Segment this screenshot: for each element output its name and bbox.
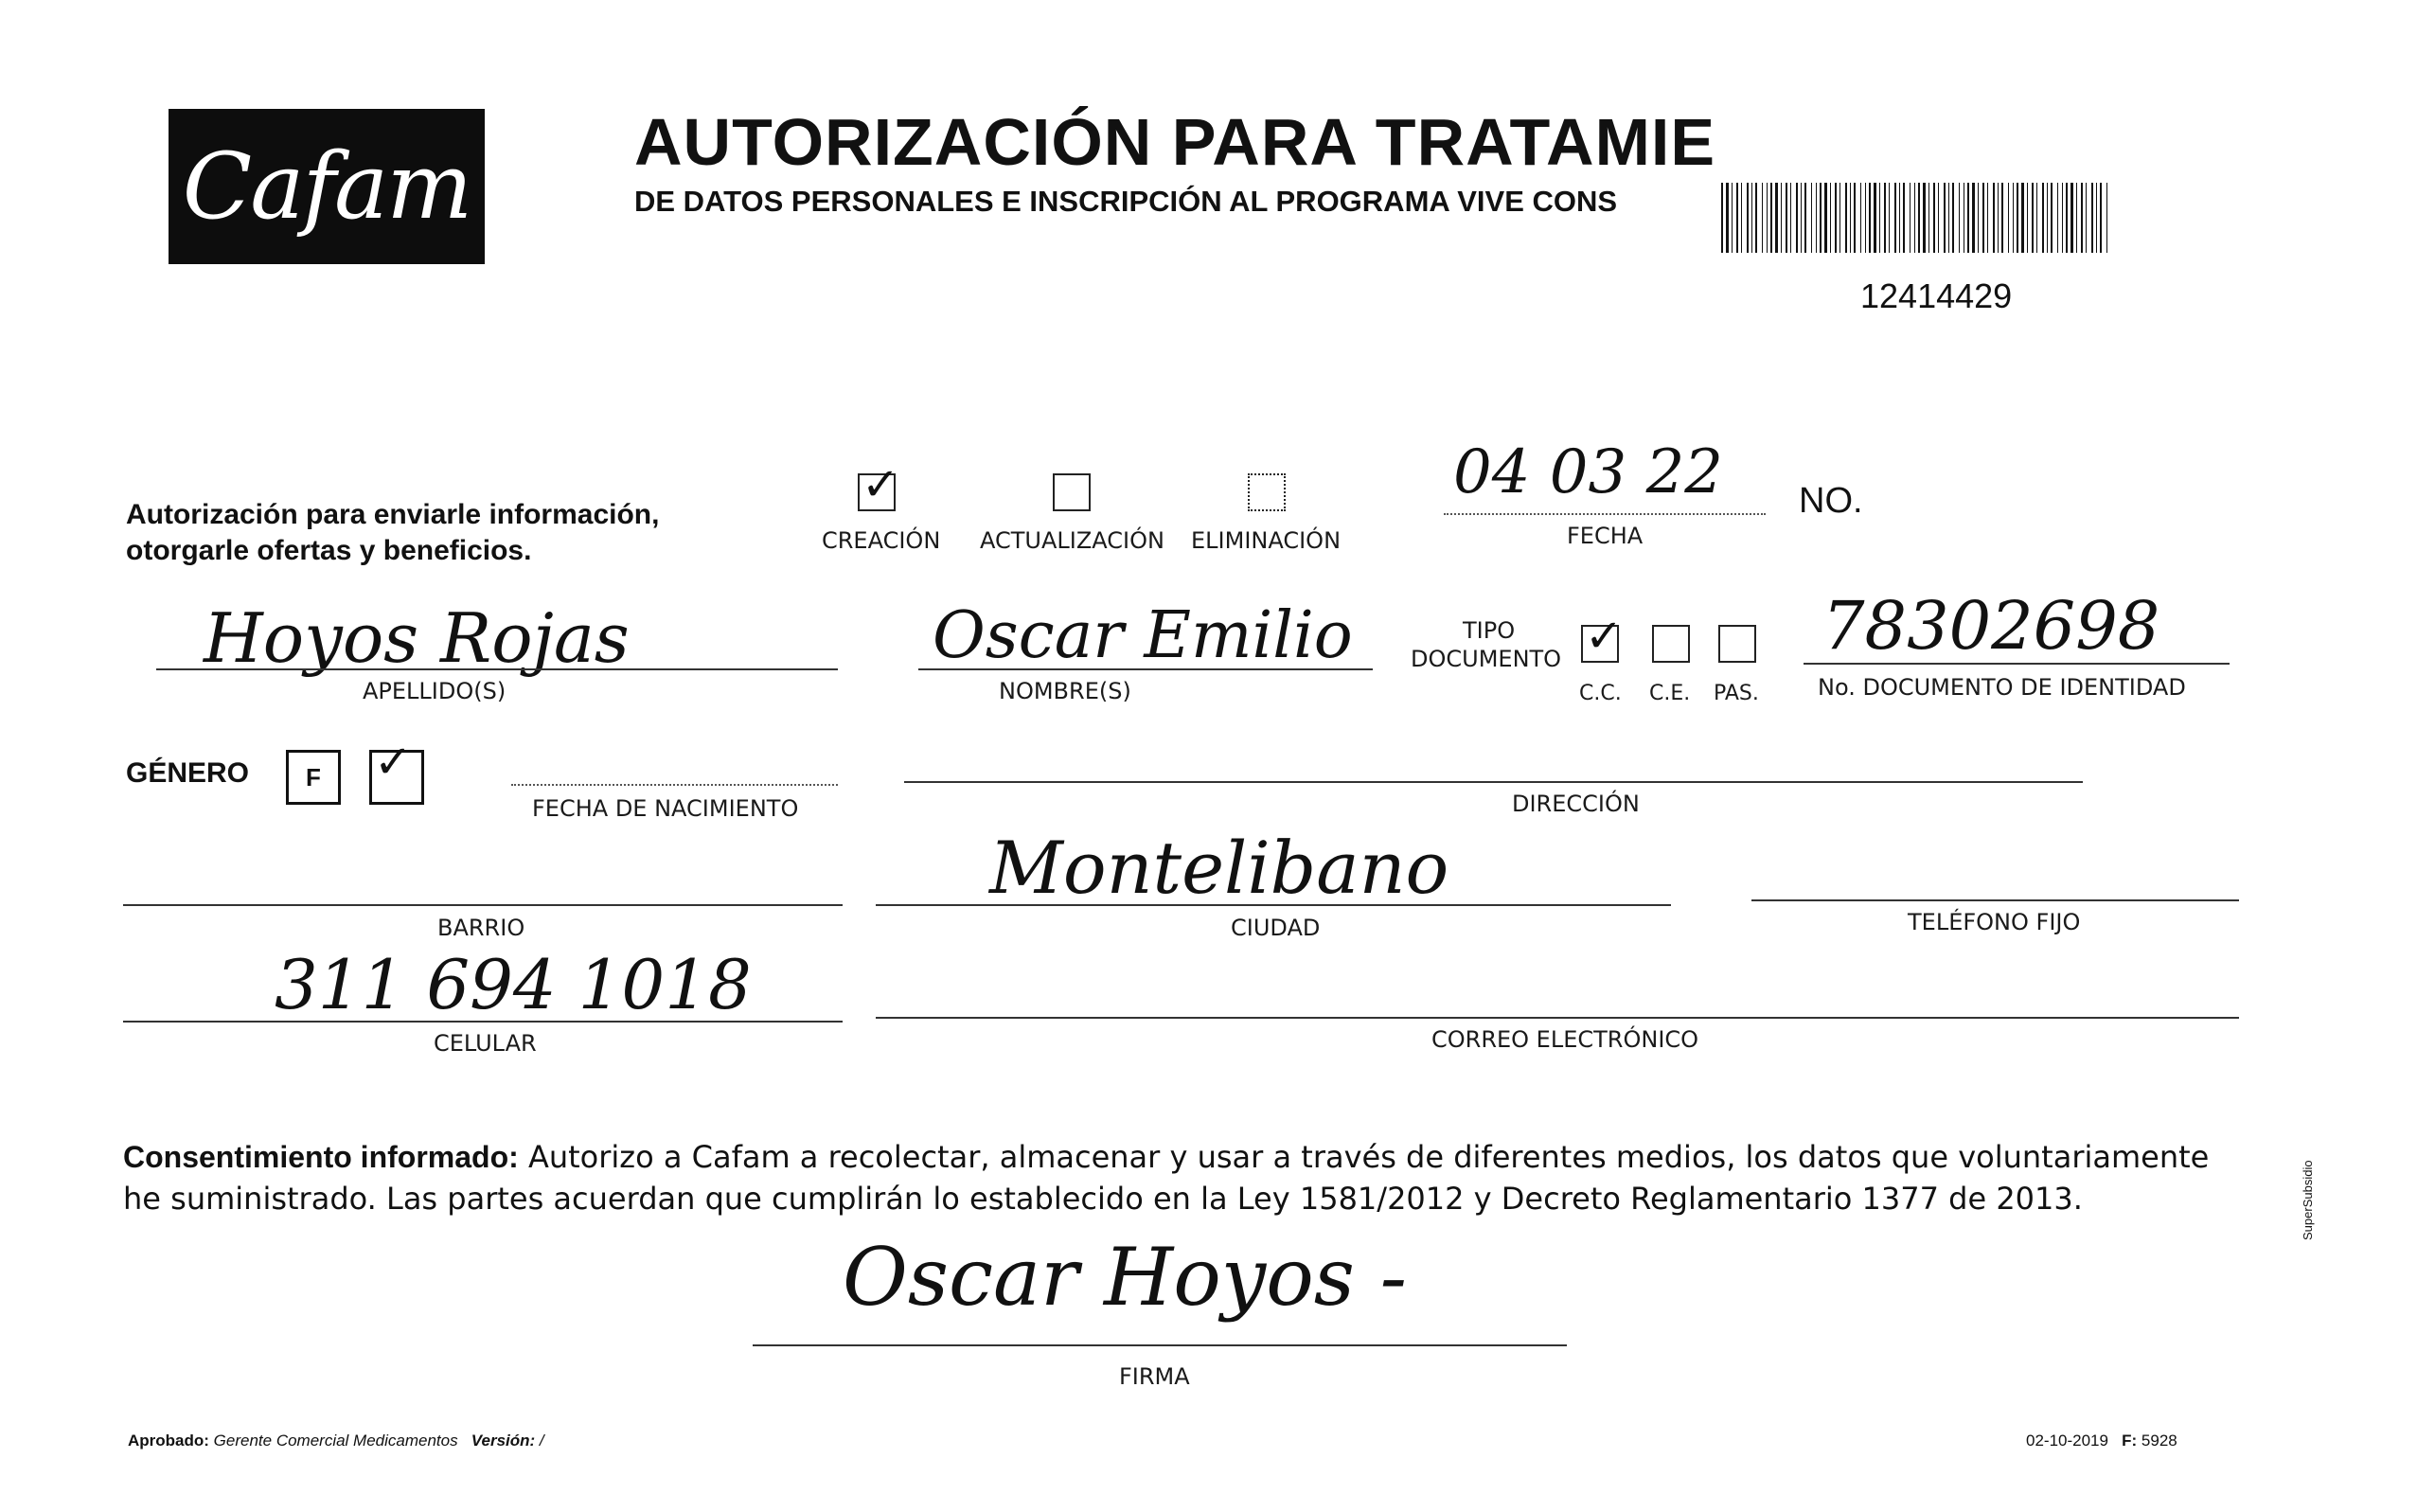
actualizacion-checkbox[interactable]: [1053, 473, 1091, 511]
form-subtitle: DE DATOS PERSONALES E INSCRIPCIÓN AL PROGRAMA VIVE CONS: [634, 185, 1618, 218]
barcode-bar: [1869, 183, 1871, 253]
ciudad-line: [876, 904, 1671, 906]
genero-f-checkbox[interactable]: [286, 750, 341, 805]
barcode-bar: [1811, 183, 1812, 253]
pas-label: PAS.: [1714, 682, 1759, 705]
barcode-bar: [1879, 183, 1880, 253]
direccion-label: DIRECCIÓN: [1512, 791, 1640, 817]
consent-heading: Consentimiento informado:: [123, 1140, 519, 1174]
barcode-bar: [1918, 183, 1920, 253]
consent-text: Autorizo a Cafam a recolectar, almacenar y usar a través de diferentes medios, los datos que voluntariamente he suministrado. Las partes acuerdan que cumplirán lo establecido en la Ley 1581/2012 y Decreto Reglamentario 1377 de 2013.: [123, 1139, 2210, 1217]
barcode-bar: [2051, 183, 2053, 253]
celular-label: CELULAR: [434, 1030, 537, 1057]
ce-label: C.E.: [1649, 682, 1691, 705]
doc-number-line: [1804, 663, 2230, 665]
barcode-bar: [1959, 183, 1960, 253]
correo-label: CORREO ELECTRÓNICO: [1431, 1026, 1699, 1053]
barcode-bar: [2008, 183, 2009, 253]
pas-checkbox[interactable]: [1718, 625, 1756, 663]
creacion-checkbox[interactable]: [858, 473, 896, 511]
apellidos-label: APELLIDO(S): [363, 678, 507, 704]
cc-checkbox[interactable]: [1581, 625, 1619, 663]
barcode-bar: [1824, 183, 1827, 253]
barcode-bar: [2091, 183, 2093, 253]
barcode-bar: [1751, 183, 1752, 253]
celular-value[interactable]: 311 694 1018: [275, 945, 752, 1024]
eliminacion-checkbox[interactable]: [1248, 473, 1286, 511]
cc-label: C.C.: [1579, 682, 1622, 705]
barcode-bar: [1967, 183, 1969, 253]
barcode-bar: [1804, 183, 1806, 253]
barcode-bar: [2017, 183, 2018, 253]
barcode-bar: [1952, 183, 1954, 253]
barcode-bar: [1775, 183, 1778, 253]
version-label: Versión:: [471, 1432, 536, 1450]
barcode-bar: [1786, 183, 1787, 253]
signature-value[interactable]: Oscar Hoyos -: [843, 1231, 1407, 1324]
signature-label: FIRMA: [1119, 1363, 1190, 1390]
barcode-bar: [1914, 183, 1915, 253]
version-value: /: [539, 1432, 544, 1450]
aprobado-value: Gerente Comercial Medicamentos: [213, 1432, 458, 1450]
barcode: [1721, 183, 2107, 253]
barcode-bar: [1854, 183, 1856, 253]
aprobado-label: Aprobado:: [128, 1432, 209, 1450]
nombres-line: [918, 668, 1373, 670]
barcode-number: 12414429: [1860, 276, 2013, 315]
footer-code: [2026, 1432, 2177, 1450]
footer-f-label: F:: [2122, 1432, 2138, 1450]
barcode-bar: [1987, 183, 1988, 253]
barcode-bar: [2036, 183, 2037, 253]
direccion-line: [904, 781, 2083, 783]
barcode-bar: [1923, 183, 1926, 253]
signature-line: [753, 1344, 1567, 1346]
barcode-bar: [1865, 183, 1866, 253]
footer-f-value: 5928: [2141, 1432, 2177, 1450]
barcode-bar: [2013, 183, 2014, 253]
barcode-bar: [1747, 183, 1749, 253]
barcode-bar: [1835, 183, 1837, 253]
barcode-bar: [1726, 183, 1729, 253]
barcode-bar: [2021, 183, 2024, 253]
barcode-bar: [1944, 183, 1946, 253]
telefono-label: TELÉFONO FIJO: [1908, 909, 2081, 935]
barcode-bar: [2096, 183, 2097, 253]
barcode-bar: [2032, 183, 2034, 253]
barcode-bar: [1830, 183, 1831, 253]
barcode-bar: [1767, 183, 1768, 253]
intro-line-2: otorgarle ofertas y beneficios.: [126, 535, 532, 566]
barcode-bar: [2062, 183, 2063, 253]
barcode-bar: [2086, 183, 2087, 253]
barcode-bar: [2100, 183, 2102, 253]
barcode-bar: [2027, 183, 2028, 253]
barcode-bar: [1928, 183, 1929, 253]
barcode-bar: [2076, 183, 2077, 253]
barcode-bar: [1762, 183, 1763, 253]
fecha-nac-label: FECHA DE NACIMIENTO: [532, 795, 799, 822]
tipo-label: TIPO: [1463, 617, 1516, 644]
genero-label: GÉNERO: [126, 757, 250, 789]
barcode-bar: [2057, 183, 2058, 253]
barcode-bar: [1993, 183, 1995, 253]
form-title: AUTORIZACIÓN PARA TRATAMIE: [634, 105, 1716, 179]
barcode-bar: [1721, 183, 1723, 253]
barcode-bar: [1820, 183, 1822, 253]
barcode-bar: [1816, 183, 1817, 253]
barcode-bar: [1796, 183, 1798, 253]
barcode-bar: [2106, 183, 2107, 253]
barcode-bar: [1978, 183, 1979, 253]
no-label: NO.: [1799, 481, 1863, 521]
actualizacion-label: ACTUALIZACIÓN: [980, 527, 1164, 554]
barcode-bar: [2066, 183, 2068, 253]
barcode-bar: [1781, 183, 1782, 253]
barcode-bar: [1860, 183, 1861, 253]
supersubsidio-vertical-text: SuperSubsidio: [2301, 1160, 2315, 1240]
barcode-bar: [1889, 183, 1890, 253]
eliminacion-label: ELIMINACIÓN: [1191, 527, 1342, 554]
cafam-logo: Cafam: [169, 109, 485, 264]
barcode-bar: [2042, 183, 2044, 253]
apellidos-value[interactable]: Hoyos Rojas: [204, 598, 630, 678]
doc-number-value[interactable]: 78302698: [1822, 587, 2160, 665]
genero-f-label: F: [306, 762, 321, 792]
celular-line: [123, 1021, 843, 1023]
telefono-line: [1751, 899, 2239, 901]
correo-line: [876, 1017, 2239, 1019]
ciudad-label: CIUDAD: [1231, 915, 1321, 941]
barrio-line: [123, 904, 843, 906]
barcode-bar: [1874, 183, 1876, 253]
barcode-bar: [1938, 183, 1939, 253]
barcode-bar: [1998, 183, 1999, 253]
nombres-label: NOMBRE(S): [999, 678, 1131, 704]
barcode-bar: [1741, 183, 1742, 253]
barcode-bar: [1933, 183, 1935, 253]
fecha-line: [1444, 513, 1766, 515]
footer-date: 02-10-2019: [2026, 1432, 2108, 1450]
barcode-bar: [1755, 183, 1757, 253]
nombres-value[interactable]: Oscar Emilio: [933, 598, 1353, 673]
fecha-nac-line: [511, 784, 838, 786]
barcode-bar: [1899, 183, 1900, 253]
barcode-bar: [1790, 183, 1791, 253]
consent-paragraph: [123, 1136, 2234, 1219]
fecha-value[interactable]: 04 03 22: [1453, 437, 1723, 507]
ciudad-value[interactable]: Montelibano: [989, 826, 1449, 910]
barcode-bar: [1801, 183, 1802, 253]
creacion-label: CREACIÓN: [822, 527, 941, 554]
apellidos-line: [156, 668, 838, 670]
barcode-bar: [2047, 183, 2048, 253]
doc-number-label: No. DOCUMENTO DE IDENTIDAD: [1818, 674, 2186, 701]
barcode-bar: [1948, 183, 1949, 253]
documento-label: DOCUMENTO: [1411, 646, 1562, 672]
barcode-bar: [1839, 183, 1840, 253]
barcode-bar: [2081, 183, 2083, 253]
barcode-bar: [1982, 183, 1984, 253]
barcode-bar: [1894, 183, 1896, 253]
barcode-bar: [1736, 183, 1738, 253]
barcode-bar: [2001, 183, 2003, 253]
barcode-bar: [1850, 183, 1851, 253]
intro-line-1: Autorización para enviarle información,: [126, 499, 660, 530]
ce-checkbox[interactable]: [1652, 625, 1690, 663]
fecha-label: FECHA: [1567, 523, 1644, 549]
barcode-bar: [1845, 183, 1847, 253]
barcode-bar: [1732, 183, 1733, 253]
barcode-bar: [1884, 183, 1886, 253]
barrio-label: BARRIO: [437, 915, 525, 941]
barcode-bar: [1903, 183, 1905, 253]
barcode-bar: [2070, 183, 2073, 253]
barcode-bar: [1972, 183, 1975, 253]
footer-approval: [128, 1432, 544, 1450]
barcode-bar: [1770, 183, 1772, 253]
genero-m-checkbox[interactable]: [369, 750, 424, 805]
